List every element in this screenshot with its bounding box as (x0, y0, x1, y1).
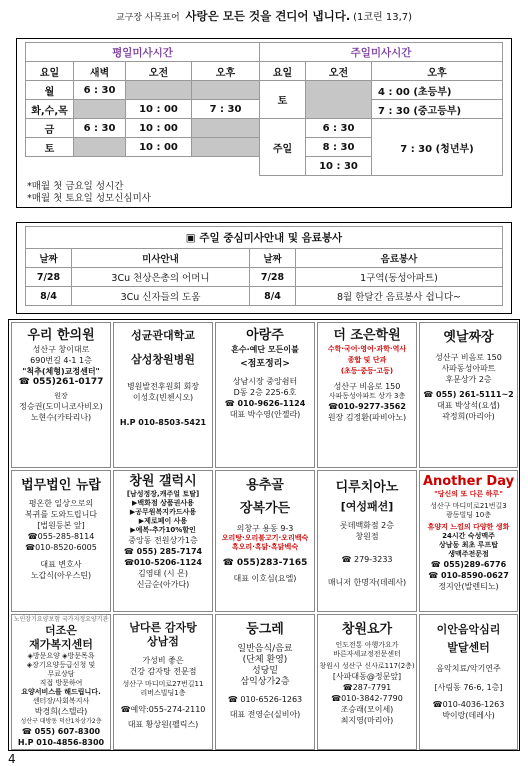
ad-line: 대표 박상석(요셉) (437, 401, 500, 410)
sun-am-2: 8 : 30 (306, 138, 372, 157)
date-cell: 7/28 (250, 268, 296, 287)
day-mon: 월 (26, 81, 74, 100)
ad-line: 노인장기요양보험 국가지정요양기관 (13, 616, 109, 623)
ad-line: 가성비 좋은 (142, 656, 184, 665)
ad-phone: ☎ 010-9626-1124 (224, 399, 306, 408)
ad-name-2: 삼성창원병원 (131, 353, 195, 366)
date-cell: 8/4 (26, 287, 72, 306)
ad-line: 센터장/사회복지사 (32, 697, 90, 705)
ad-name: 더조은 (45, 624, 77, 637)
ad-the-joeun-academy (317, 322, 417, 468)
day-fri: 금 (26, 119, 74, 138)
ad-phone: ☎ 055)261-0177 (18, 377, 104, 387)
ad-line: 생맥주전문점 (448, 550, 489, 558)
mass-cell: 3Cu 신자들의 도움 (72, 287, 250, 306)
ad-line: 롯데백화점 2층 (339, 521, 394, 530)
ad-name: 남다른 감자탕 (129, 621, 197, 634)
sun-pm: 7 : 30 (청년부) (372, 119, 503, 176)
sun-am-1: 6 : 30 (306, 119, 372, 138)
guide-table (25, 226, 503, 306)
ad-line: 24시간 숙성맥주 (442, 532, 495, 540)
ad-line: 성산구 창이대로 (32, 345, 90, 354)
note: *매월 첫 금요일 성시간 (27, 181, 124, 192)
ad-phone: ☎010-8520-6005 (25, 543, 97, 552)
ad-name: 창원 갤럭시 (129, 474, 197, 489)
sat-am: 10 : 00 (126, 138, 192, 157)
ad-yongchugol (215, 470, 315, 612)
ad-line: 직접 방문하여 (39, 679, 83, 687)
col-day: 요일 (26, 62, 74, 81)
ad-line: 성당밑 (251, 666, 279, 676)
ad-ian-music-therapy (419, 614, 518, 750)
ad-line: 정지안(발렌티노) (438, 582, 499, 591)
ad-line: 사파동성아파트 (441, 364, 496, 373)
ad-line: 창원점 (355, 532, 379, 541)
ad-line: 대표 이호심(요엘) (233, 574, 297, 583)
ad-line: 원장 김정환(파비아노) (327, 413, 407, 422)
ad-name: 아랑주 (246, 328, 284, 343)
ad-name-2: 장복가든 (239, 501, 291, 516)
ad-line: 이성호(빈첸시오) (132, 393, 194, 402)
sat-pm-1: 4 : 00 (초등부) (372, 81, 503, 100)
ad-line: [여성패션] (340, 500, 394, 513)
ad-law-firm (11, 470, 111, 612)
drink-cell: 8월 한달간 음료봉사 쉽니다~ (296, 287, 503, 306)
ad-line: D동 2층 225-6호 (233, 388, 297, 397)
sunday-mass-title: 주일미사시간 (260, 43, 503, 62)
motto-reference: (1코린 13,7) (353, 12, 413, 23)
ad-phone: H.P 010-4856-8300 (17, 738, 105, 747)
empty-cell (192, 119, 260, 138)
ad-the-joeun-care (11, 614, 111, 750)
head-drink: 음료봉사 (296, 249, 503, 268)
day-sun: 주일 (260, 119, 306, 176)
ad-changwon-galaxy (113, 470, 213, 612)
ad-line: (초등·중등·고등) (340, 367, 394, 375)
ad-line: ▶예복-추가10%할인 (130, 526, 196, 534)
ad-line: 음악치료/악기연주 (436, 664, 501, 673)
head-date-2: 날짜 (250, 249, 296, 268)
ad-phone: ☎ 010-6526-1263 (227, 695, 303, 704)
ad-line: 요양서비스를 해드립니다. (21, 688, 101, 696)
ad-line: 혼수·예단 모든이불 (231, 345, 299, 354)
drink-cell: 1구역(동성아파트) (296, 268, 503, 287)
ad-line: [사림동 76-6, 1층] (434, 683, 503, 692)
mass-schedule-table (25, 42, 503, 176)
weekday-mass-title: 평일미사시간 (26, 43, 260, 62)
ad-phone: ☎예약:055-274-2110 (120, 705, 206, 714)
empty-cell (306, 81, 372, 119)
ad-name: 옛날짜장 (443, 330, 494, 345)
ad-line: 원장 (54, 392, 68, 400)
ad-line: ▶공무원복지카드사용 (129, 508, 197, 516)
ad-line: 노갑식(아우스틴) (30, 571, 92, 580)
day-sat-weekday: 토 (26, 138, 74, 157)
ad-line: 김영태 (시 몬) (138, 569, 188, 578)
ad-line: 대표 전영순(실비아) (229, 710, 301, 719)
head-date: 날짜 (26, 249, 72, 268)
ad-line: 광동빌딩 10층 (446, 511, 491, 519)
ad-line: 노현수(카타리나) (30, 413, 92, 422)
page-number: 4 (8, 752, 16, 766)
col-pm-sun: 오후 (372, 62, 503, 81)
ad-line: 평온한 일상으로의 (28, 499, 94, 508)
ad-line: 상남동 최초 루프탑 (439, 541, 498, 549)
ad-phone: ☎010-5206-1124 (124, 558, 202, 567)
ad-dunggeure (215, 614, 315, 750)
ad-line: 대표 황상원(펠릭스) (127, 720, 199, 729)
empty-cell (192, 81, 260, 100)
ad-phone: H.P 010-8503-5421 (119, 418, 207, 427)
ad-phone: ☎010-3842-7790 (331, 694, 403, 703)
ad-line: 성산구 비음로 150 (435, 353, 502, 362)
ad-phone: ☎ 055) 607-8300 (21, 727, 101, 736)
note: *매월 첫 토요일 성모신심미사 (27, 193, 151, 204)
page-header (0, 8, 528, 24)
ad-line: [남성정장,캐주얼 토탈] (126, 490, 200, 498)
motto: 사랑은 모든 것을 견디어 냅니다. (185, 9, 351, 23)
ad-samsung-hospital (113, 322, 213, 468)
ad-line: 후문상가 2층 (445, 375, 492, 384)
ad-line: 성산구 마디미로21번길3 (430, 502, 507, 510)
ad-phone: ☎010-9277-3562 (328, 402, 406, 411)
ad-phone: ☎055-285-8114 (27, 532, 95, 541)
ad-phone: ☎ 010-8590-0627 (428, 571, 509, 580)
sun-am-3: 10 : 30 (306, 157, 372, 176)
ad-phone: ☎ 055)289-6776 (430, 560, 507, 569)
ad-line: 박이랑(데레사) (442, 711, 495, 720)
ad-line: <점포정리> (240, 359, 290, 369)
ad-line: 최지영(마리아) (340, 716, 394, 725)
sat-pm-2: 7 : 30 (중고등부) (372, 100, 503, 119)
ad-line: "척추(체형)교정센터" (22, 367, 100, 376)
ad-phone: ☎ 279-3233 (341, 555, 393, 564)
day-tue-thu: 화,수,목 (26, 100, 74, 119)
ad-line: 무료상담 (47, 670, 75, 678)
ad-line: 박경희(스텔라) (34, 707, 88, 716)
ad-line: 인도전통 아행가요가 (335, 641, 399, 649)
ad-line: 성산구 대방동 덕산1차상가2층 (20, 718, 102, 725)
ad-name: 더 조은학원 (333, 328, 401, 343)
col-day-sun: 요일 (260, 62, 306, 81)
col-pm: 오후 (192, 62, 260, 81)
ad-line: 신금순(아가다) (136, 580, 190, 589)
ad-name: 둥그레 (246, 622, 284, 637)
col-dawn: 새벽 (74, 62, 126, 81)
guide-title: ▣ 주일 중심미사안내 및 음료봉사 (26, 227, 503, 249)
ad-name: 창원요가 (341, 622, 393, 637)
ad-line: 상남시장 중앙쉼터 (232, 377, 298, 386)
ad-line: 종합 및 단과 (347, 356, 387, 364)
ad-line: 의창구 용동 9-3 (236, 524, 294, 533)
ad-line: ▶백화점 상품권사용 (132, 499, 194, 507)
ad-phone: ☎ 055) 285-7174 (123, 547, 203, 556)
fri-am: 10 : 00 (126, 119, 192, 138)
guide-title-text: 주일 중심미사안내 및 음료봉사 (199, 232, 343, 244)
empty-cell (74, 100, 126, 119)
ad-line: 리버스빌딩1층 (140, 689, 186, 697)
ads-grid (8, 319, 520, 751)
ad-line: 중앙동 전원상가1층 (128, 536, 198, 545)
tue-thu-am: 10 : 00 (126, 100, 192, 119)
ad-line: 병원발전후원회 회장 (126, 382, 200, 391)
motto-prefix: 교구장 사목표어 (115, 13, 180, 23)
ad-line: (단체 환영) (242, 655, 288, 665)
ad-name: 법무법인 뉴랍 (21, 478, 101, 493)
empty-cell (192, 138, 260, 157)
ad-line: 690번길 4-1 1층 (30, 356, 92, 365)
ad-line: 복귀를 도와드립니다 (24, 510, 98, 519)
ad-line: 곽정희(마리아) (442, 412, 495, 421)
ad-arangju (215, 322, 315, 468)
ad-line: 바른자세교정전문센터 (333, 650, 401, 658)
mass-cell: 3Cu 천상은총의 어머니 (72, 268, 250, 287)
ad-name: 디루치아노 (335, 480, 399, 495)
date-cell: 7/28 (26, 268, 72, 287)
ad-line: 조승래(모이세) (340, 705, 394, 714)
fri-dawn: 6 : 30 (74, 119, 126, 138)
ad-line: 대표 변호사 (40, 560, 82, 569)
ad-phone: ☎ 055)283-7165 (222, 558, 308, 568)
ad-name: 용추골 (246, 478, 284, 493)
ad-old-jjajang (419, 322, 518, 468)
ad-line: 사파동성아파트 상가 3층 (328, 392, 406, 400)
ad-line: 삼익상가2층 (240, 677, 290, 687)
ad-line: 일반음식/음료 (237, 644, 293, 654)
ad-line: 흑오리·흑닭·흑닭백숙 (231, 543, 299, 551)
ad-line: 성산구 마디미로27번길11 (122, 680, 204, 688)
date-cell: 8/4 (250, 287, 296, 306)
ad-woori-clinic (11, 322, 111, 468)
mon-dawn: 6 : 30 (74, 81, 126, 100)
tue-thu-pm: 7 : 30 (192, 100, 260, 119)
col-am: 오전 (126, 62, 192, 81)
ad-phone: ☎ 055) 261-5111~2 (423, 390, 514, 399)
guide-panel (16, 222, 512, 314)
ad-namdareun-gamjatang (113, 614, 213, 750)
ad-diluciano (317, 470, 417, 612)
ad-line: 수학·국어·영어·과학·역사 (327, 345, 407, 353)
ad-phone: ☎010-4036-1263 (432, 700, 505, 709)
blank-cell (26, 157, 260, 176)
ad-line: 매니저 한명자(데레사) (327, 578, 407, 587)
ad-name: 성균관대학교 (131, 329, 195, 342)
ad-phone: ☎287-7791 (342, 683, 392, 692)
ad-line: "당신의 또 다른 하루" (434, 490, 503, 498)
ad-line: 정승권(도미니코사비오) (19, 402, 103, 411)
ad-line: [법원등본 앞] (37, 521, 85, 530)
ad-name-2: 재가복지센터 (29, 638, 93, 651)
ad-line: ▶제로페이 사용 (138, 517, 188, 525)
ad-line: 오리탕·오리불고기·오리백숙 (221, 534, 309, 542)
day-sat: 토 (260, 81, 306, 119)
ad-name-2: 발달센터 (447, 641, 490, 654)
ad-line: 창원시 성산구 신사로117(2층) (319, 662, 415, 670)
mass-schedule-panel (16, 38, 512, 208)
ad-line: 건강 감자탕 전문점 (129, 667, 197, 676)
ad-changwon-yoga (317, 614, 417, 750)
ad-line: ◈장기요양등급신청 및 (26, 661, 96, 669)
col-am-sun: 오전 (306, 62, 372, 81)
head-mass: 미사안내 (72, 249, 250, 268)
ad-line: 대표 박수영(안젤라) (229, 410, 301, 419)
ad-another-day (419, 470, 518, 612)
schedule-notes (27, 181, 511, 205)
ad-name: 우리 한의원 (27, 328, 95, 343)
ad-name-2: 상남점 (147, 635, 179, 648)
ad-line: 휴양지 느낌의 다양한 생화 (427, 523, 510, 531)
ad-name: Another Day (422, 474, 515, 489)
ad-line: 성산구 비음로 150 (333, 382, 401, 391)
empty-cell (126, 81, 192, 100)
empty-cell (74, 138, 126, 157)
ad-line: [사파대동@정문앞] (332, 672, 402, 681)
ad-name: 이안음악심리 (436, 623, 501, 636)
ad-line: ◈방문요양 ◈방문목욕 (27, 652, 95, 660)
